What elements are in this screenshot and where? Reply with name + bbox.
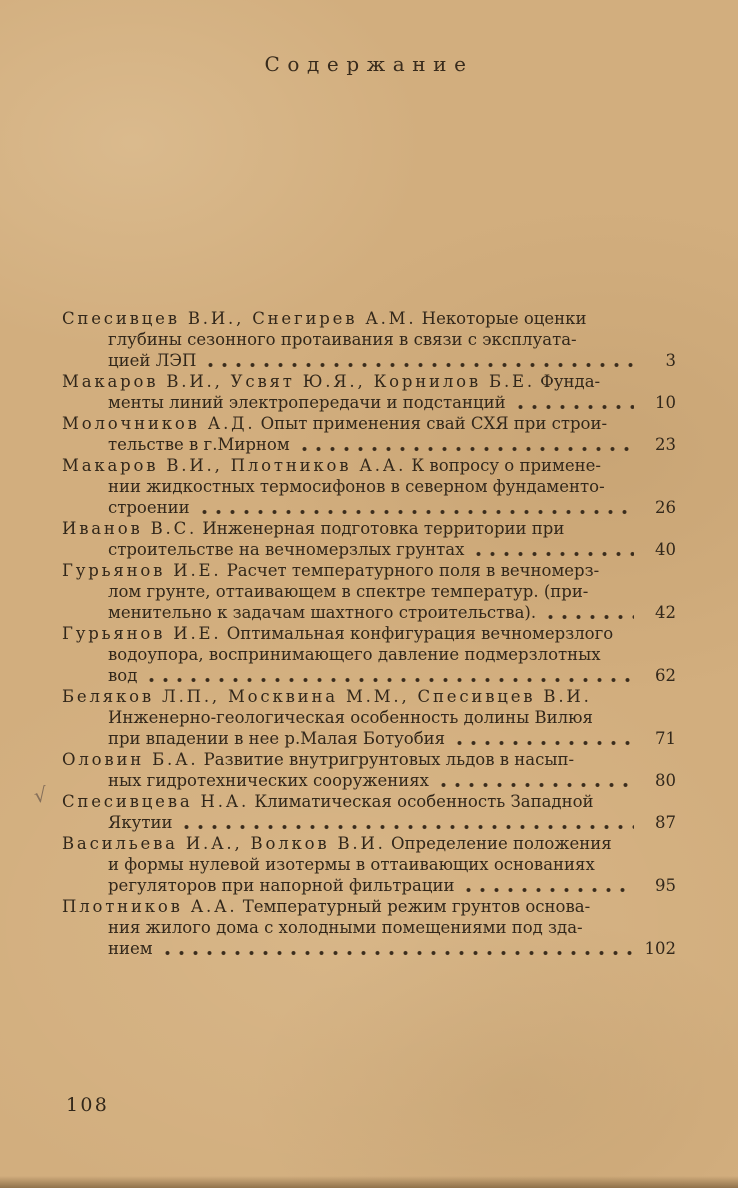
toc-entry-continuation-line: нии жидкостных термосифонов в северном фундаменто-: [108, 477, 605, 496]
toc-entry: [62, 308, 676, 371]
toc-entry-authors: Иванов В.С.: [62, 519, 198, 538]
toc-entry-continuation-line: Инженерно-геологическая особенность долины Вилюя: [108, 708, 593, 727]
toc-entry-first-line: [62, 413, 676, 434]
toc-entry-first-line: [62, 560, 676, 581]
toc-entry-first-line: [62, 749, 676, 770]
dot-leader-icon: [518, 392, 634, 413]
margin-checkmark: √: [32, 782, 49, 808]
toc-entry: [62, 413, 676, 455]
toc-entry-first-line: [62, 833, 676, 854]
toc-entry: [62, 560, 676, 623]
toc-entry-page-number: 40: [655, 540, 676, 559]
toc-entry-last-text: вод: [108, 666, 138, 685]
toc-entry-authors: Гурьянов И.Е.: [62, 624, 222, 643]
toc-entry-first-line: [62, 686, 676, 707]
toc-entry-last-text: регуляторов при напорной фильтрации: [108, 876, 455, 895]
toc-entry-title-start: Инженерная подготовка территории при: [197, 519, 565, 538]
toc-entry-title-start: Некоторые оценки: [416, 309, 587, 328]
toc-entry-first-line: [62, 623, 676, 644]
toc-entry-authors: Спесивцев В.И., Снегирев А.М.: [62, 309, 417, 328]
dot-leader-icon: [476, 539, 634, 560]
toc-entry-last-line: [62, 497, 676, 518]
toc-entry-title-start: Развитие внутригрунтовых льдов в насып-: [198, 750, 575, 769]
toc-entry-page-number: 26: [655, 498, 676, 517]
toc-entry: [62, 896, 676, 959]
toc-entry-first-line: [62, 371, 676, 392]
toc-entry-authors: Макаров В.И., Усвят Ю.Я., Корнилов Б.Е.: [62, 372, 535, 391]
toc-entry-page-number: 62: [655, 666, 676, 685]
page-title: Содержание: [264, 52, 474, 76]
toc-entry-page-number: 23: [655, 435, 676, 454]
toc-entry-page-number: 80: [655, 771, 676, 790]
dot-leader-icon: [184, 812, 634, 833]
dot-leader-icon: [457, 728, 634, 749]
toc-entry-authors: Спесивцева Н.А.: [62, 792, 250, 811]
dot-leader-icon: [165, 938, 634, 959]
toc-entry-last-line: [62, 665, 676, 686]
toc-entry: [32, 782, 676, 833]
toc-entry-page-number: 71: [655, 729, 676, 748]
toc-entry-authors: Гурьянов И.Е.: [62, 561, 222, 580]
toc-entry-last-line: [62, 539, 676, 560]
toc-entry-last-line: [62, 728, 676, 749]
dot-leader-icon: [441, 770, 634, 791]
toc-entry-last-text: ных гидротехнических сооружениях: [108, 771, 429, 790]
toc-entry-authors: Молочников А.Д.: [62, 414, 256, 433]
toc-entry-title-start: Оптимальная конфигурация вечномерзлого: [221, 624, 614, 643]
toc-entry-title-start: Фунда-: [534, 372, 601, 391]
toc-entry-last-text: менительно к задачам шахтного строительства).: [108, 603, 537, 622]
toc-entry-page-number: 102: [644, 939, 676, 958]
toc-entry-first-line: [62, 896, 676, 917]
toc-entry-title-start: Температурный режим грунтов основа-: [237, 897, 591, 916]
toc-entry: [62, 518, 676, 560]
toc-entry-first-line: [62, 791, 676, 812]
toc-entry-authors: Оловин Б.А.: [62, 750, 199, 769]
toc-entry-title-start: Расчет температурного поля в вечномерз-: [221, 561, 600, 580]
toc-entry-last-line: [62, 434, 676, 455]
toc-entry-continuation-line: ния жилого дома с холодными помещениями под зда-: [108, 918, 583, 937]
toc-entry: [62, 371, 676, 413]
dot-leader-icon: [202, 497, 634, 518]
dot-leader-icon: [548, 602, 634, 623]
toc-entry-page-number: 87: [655, 813, 676, 832]
toc-entry-last-text: цией ЛЭП: [108, 351, 197, 370]
toc-entry-continuation-line: водоупора, воспринимающего давление подмерзлотных: [108, 645, 601, 664]
toc-entry-authors: Беляков Л.П., Москвина М.М., Спесивцев В.И.: [62, 687, 592, 706]
dot-leader-icon: [149, 665, 634, 686]
toc-entry-last-text: строительстве на вечномерзлых грунтах: [108, 540, 465, 559]
toc-entry: [62, 686, 676, 749]
dot-leader-icon: [208, 350, 634, 371]
toc-entry-first-line: [62, 308, 676, 329]
toc-list: [32, 308, 676, 959]
toc-entry-last-line: [62, 350, 676, 371]
toc-entry-last-line: [62, 392, 676, 413]
toc-entry-page-number: 42: [655, 603, 676, 622]
toc-entry-title-start: Определение положения: [385, 834, 612, 853]
toc-entry-last-text: тельстве в г.Мирном: [108, 435, 290, 454]
toc-entry-title-start: Климатическая особенность Западной: [249, 792, 594, 811]
toc-entry-continuation-line: и формы нулевой изотермы в оттаивающих основаниях: [108, 855, 595, 874]
toc-entry-authors: Плотников А.А.: [62, 897, 238, 916]
toc-entry-last-line: [62, 770, 676, 791]
toc-entry: [62, 455, 676, 518]
toc-entry-page-number: 95: [655, 876, 676, 895]
toc-entry: [62, 833, 676, 896]
toc-entry-last-text: строении: [108, 498, 190, 517]
toc-entry-last-text: при впадении в нее р.Малая Ботуобия: [108, 729, 446, 748]
toc-entry-title-start: К вопросу о примене-: [406, 456, 601, 475]
toc-entry-authors: Макаров В.И., Плотников А.А.: [62, 456, 407, 475]
dot-leader-icon: [466, 875, 634, 896]
toc-entry-first-line: [62, 518, 676, 539]
toc-entry-continuation-line: глубины сезонного протаивания в связи с эксплуата-: [108, 330, 577, 349]
toc-entry-last-text: менты линий электропередачи и подстанций: [108, 393, 506, 412]
toc-entry: [62, 623, 676, 686]
dot-leader-icon: [302, 434, 634, 455]
toc-entry-page-number: 10: [655, 393, 676, 412]
toc-entry-last-line: [62, 602, 676, 623]
toc-entry-continuation-line: лом грунте, оттаивающем в спектре температур. (при-: [108, 582, 589, 601]
toc-entry-last-line: [62, 938, 676, 959]
toc-entry-last-text: Якутии: [108, 813, 173, 832]
toc-entry-title-start: Опыт применения свай СХЯ при строи-: [255, 414, 608, 433]
toc-entry-last-line: [62, 812, 676, 833]
toc-entry-last-text: нием: [108, 939, 153, 958]
toc-entry-first-line: [62, 455, 676, 476]
toc-entry-page-number: 3: [665, 351, 676, 370]
footer-page-number: 108: [66, 1094, 110, 1116]
toc-entry: [62, 749, 676, 791]
toc-entry-authors: Васильева И.А., Волков В.И.: [62, 834, 386, 853]
toc-entry-last-line: [62, 875, 676, 896]
